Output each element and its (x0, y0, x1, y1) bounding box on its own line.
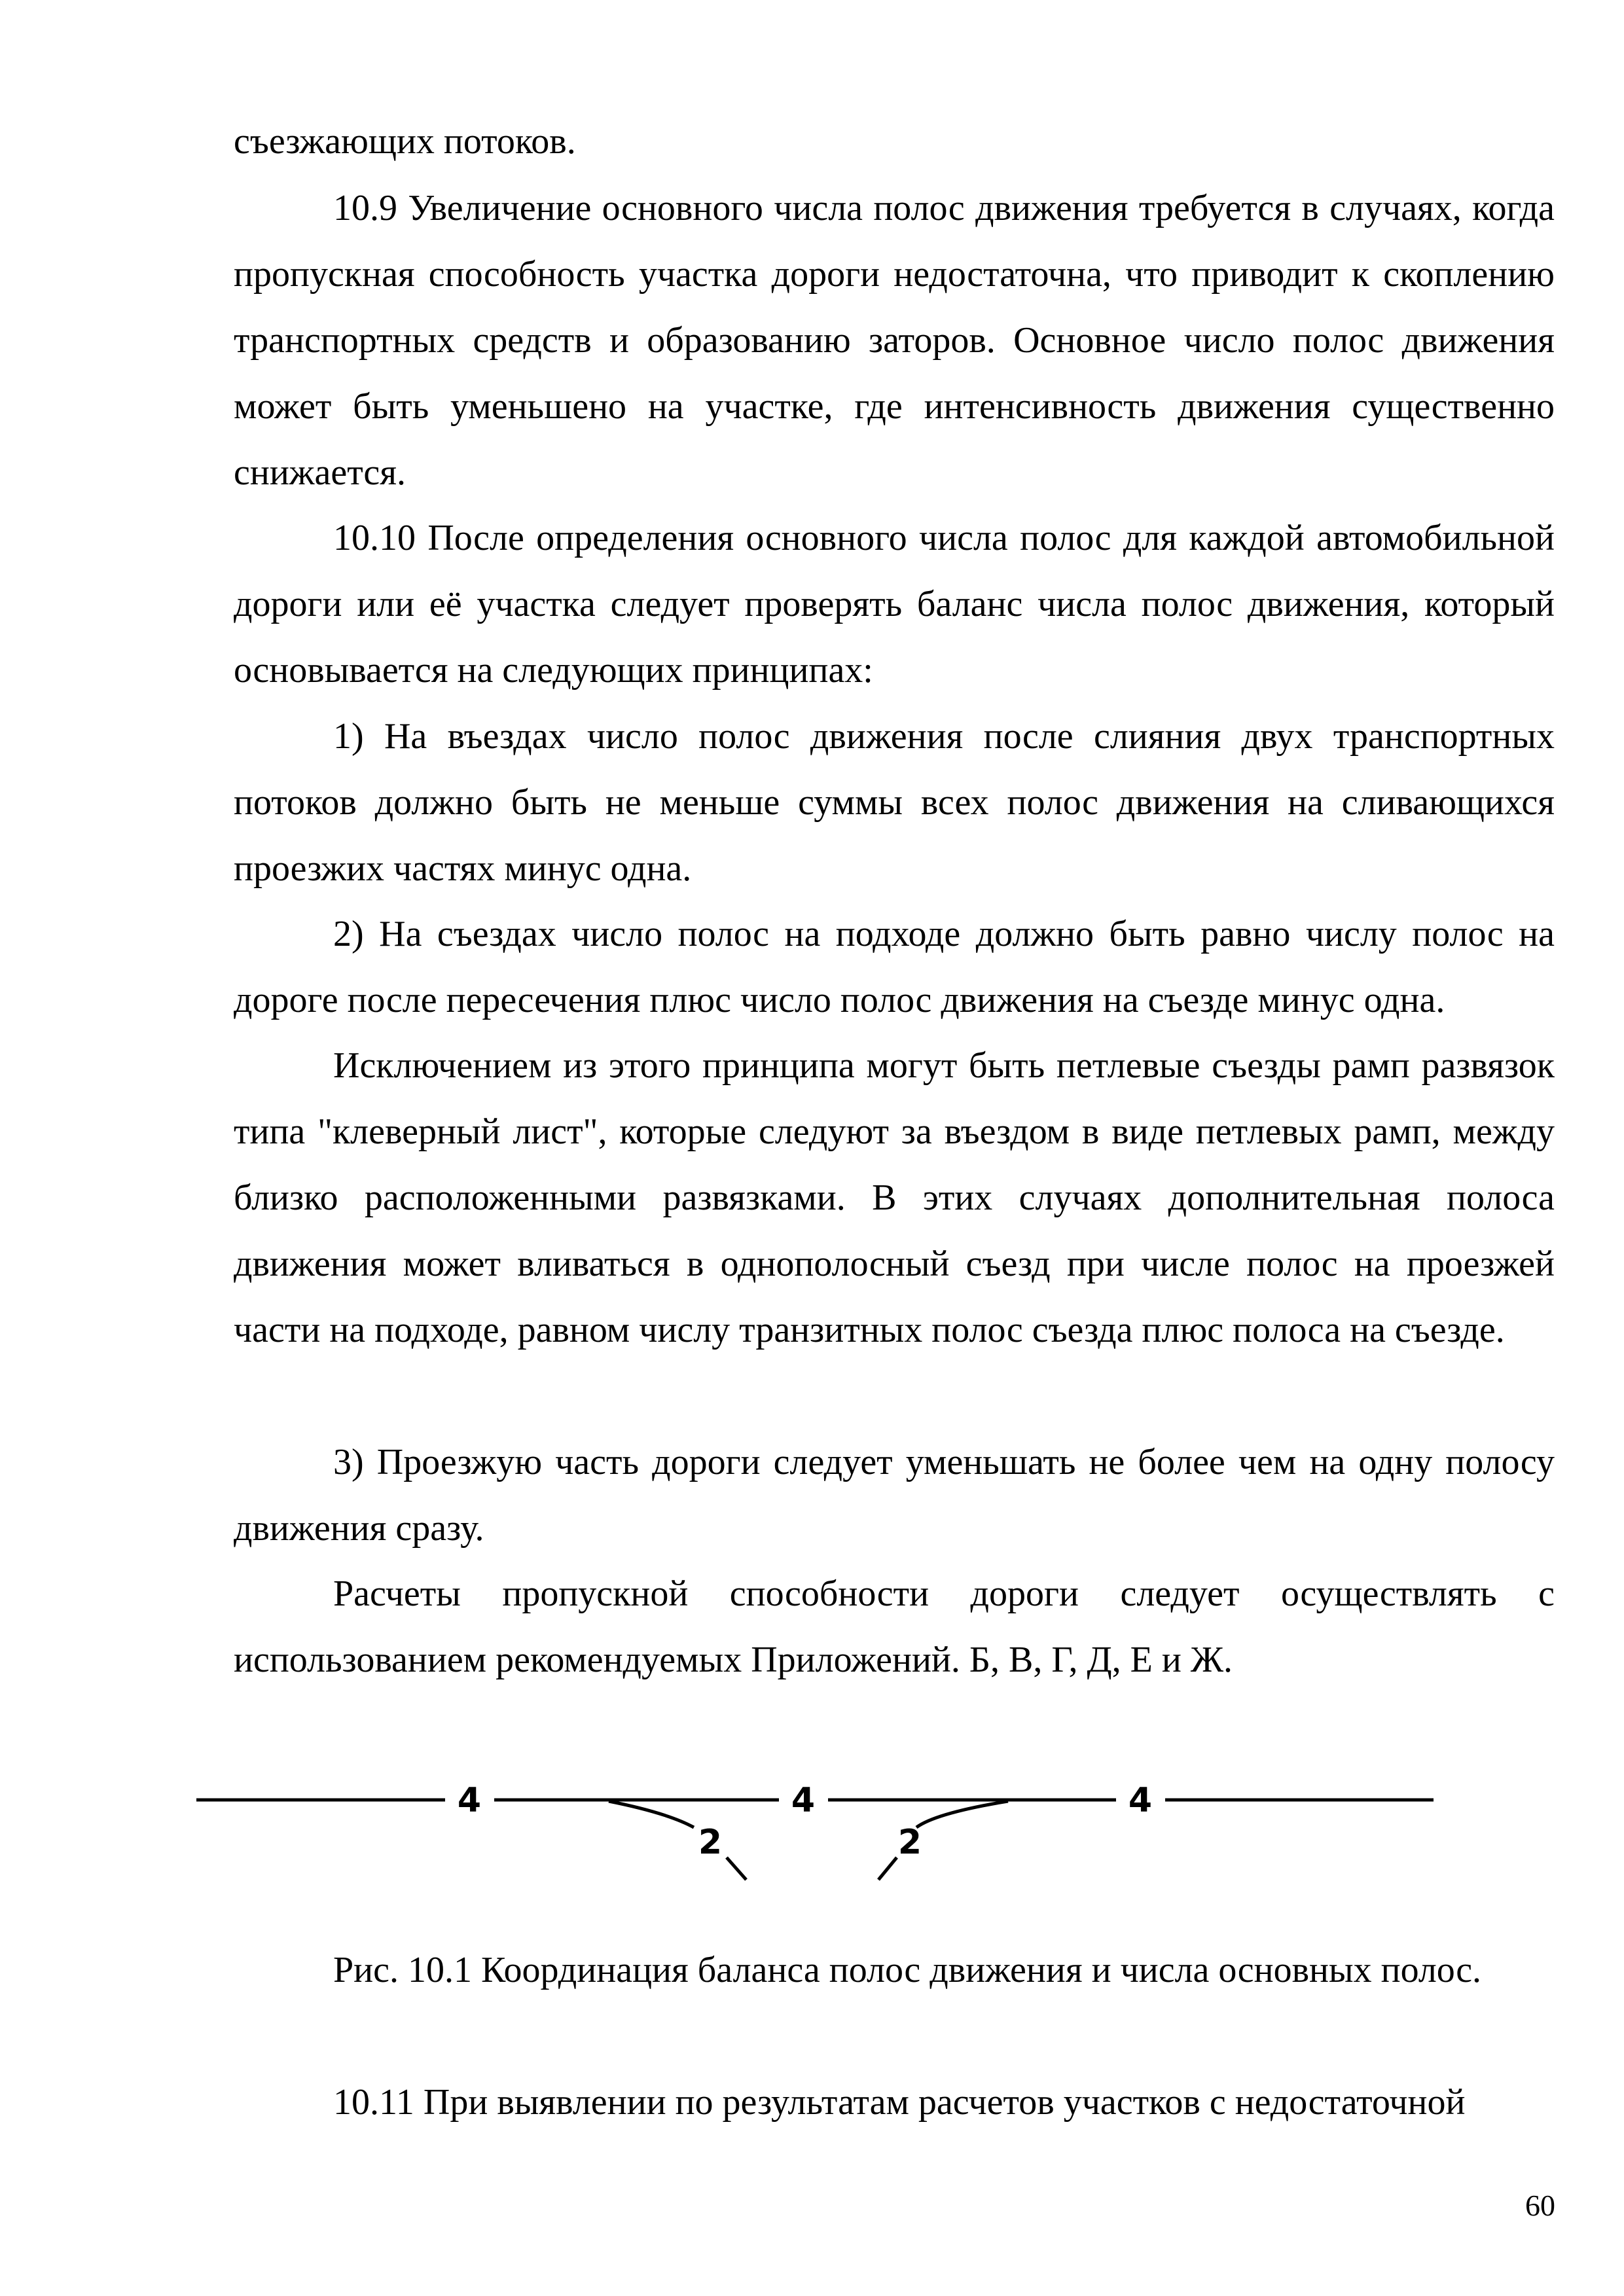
paragraph-10-10: 10.10 После определения основного числа полос для каждой автомобильной дороги или её участка следует проверять баланс числа полос движения, который основывается на следующих принципах: (234, 518, 1555, 691)
ramp-lane-count-label: 2 (698, 1823, 723, 1862)
entrance-ramp-tail (878, 1857, 897, 1880)
lane-balance-figure (190, 1761, 1460, 1892)
paragraph-principle-1: 1) На въездах число полос движения после слияния двух транспортных потоков должно быть не меньше суммы всех полос движения на сливающихся проезжих частях минус одна. (234, 716, 1555, 889)
ramp-lane-count-label: 2 (897, 1823, 922, 1862)
figure-caption: Рис. 10.1 Координация баланса полос движения и числа основных полос. (333, 1950, 1482, 1990)
entrance-ramp-curve (916, 1801, 1008, 1827)
page-number: 60 (1525, 2189, 1555, 2222)
paragraph-principle-2: 2) На съездах число полос на подходе должно быть равно числу полос на дороге после пересечения плюс число полос движения на съезде минус одна. (234, 914, 1555, 1020)
main-lane-count-label: 4 (457, 1781, 482, 1820)
paragraph-exception: Исключением из этого принципа могут быть петлевые съезды рамп развязок типа "клеверный лист", которые следуют за въездом в виде петлевых рамп, между близко расположенными развязками. В этих случаях дополнительная полоса движения может вливаться в однополосный съезд при числе полос на проезжей части на подходе, равном числу транзитных полос съезда плюс полоса на съезде. (234, 1045, 1555, 1350)
paragraph-10-11: 10.11 При выявлении по результатам расчетов участков с недостаточной (333, 2082, 1466, 2123)
main-lane-count-label: 4 (1128, 1781, 1153, 1820)
paragraph-continuation: съезжающих потоков. (234, 121, 576, 162)
paragraph-capacity-calc: Расчеты пропускной способности дороги следует осуществлять с использованием рекомендуемых Приложений. Б, В, Г, Д, Е и Ж. (234, 1573, 1555, 1680)
paragraph-10-9: 10.9 Увеличение основного числа полос движения требуется в случаях, когда пропускная способность участка дороги недостаточна, что приводит к скоплению транспортных средств и образованию заторов. Основное число полос движения может быть уменьшено на участке, где интенсивность движения существенно снижается. (234, 188, 1555, 493)
paragraph-principle-3: 3) Проезжую часть дороги следует уменьшать не более чем на одну полосу движения сразу. (234, 1442, 1555, 1549)
exit-ramp-tail (727, 1857, 746, 1880)
exit-ramp-curve (609, 1801, 694, 1827)
main-lane-count-label: 4 (791, 1781, 816, 1820)
